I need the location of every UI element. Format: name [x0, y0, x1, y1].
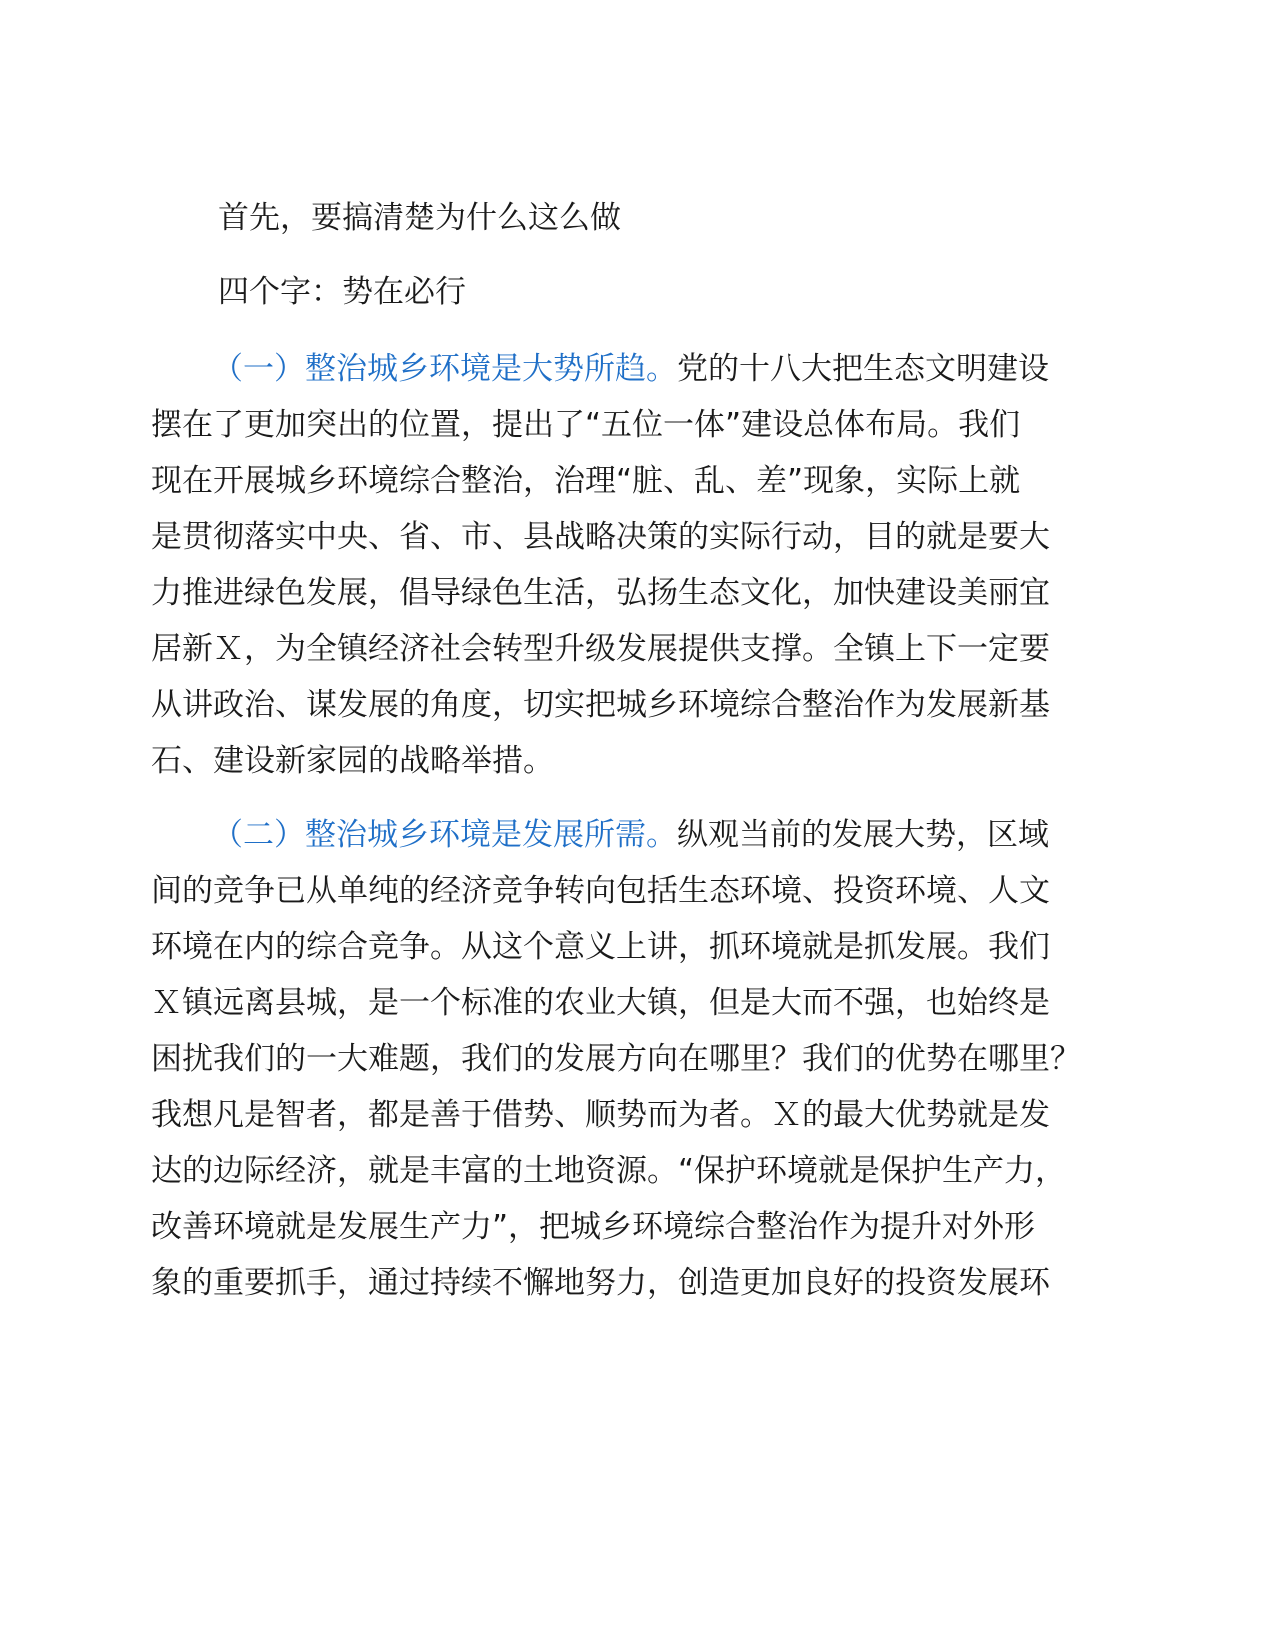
- section1-line-3: 是贯彻落实中央、省、市、县战略决策的实际行动，目的就是要大: [151, 519, 1050, 555]
- intro-line-1: 首先，要搞清楚为什么这么做: [218, 200, 621, 236]
- section1-heading: （一）整治城乡环境是大势所趋。: [212, 351, 677, 387]
- section2-line-0: 纵观当前的发展大势，区域: [677, 817, 1049, 853]
- section1-line-7: 石、建设新家园的战略举措。: [151, 743, 554, 779]
- section2-first-line: [212, 815, 1049, 855]
- section1-line-5: 居新Ｘ，为全镇经济社会转型升级发展提供支撑。全镇上下一定要: [151, 631, 1050, 667]
- section2-line-5: 我想凡是智者，都是善于借势、顺势而为者。Ｘ的最大优势就是发: [151, 1097, 1050, 1133]
- section1-line-1: 摆在了更加突出的位置，提出了“五位一体”建设总体布局。我们: [151, 407, 1021, 443]
- section2-line-1: 间的竞争已从单纯的经济竞争转向包括生态环境、投资环境、人文: [151, 873, 1050, 909]
- section2-line-7: 改善环境就是发展生产力”，把城乡环境综合整治作为提升对外形: [151, 1209, 1036, 1245]
- section2-line-4: 困扰我们的一大难题，我们的发展方向在哪里？我们的优势在哪里？: [151, 1041, 1081, 1077]
- section2-line-6: 达的边际经济，就是丰富的土地资源。“保护环境就是保护生产力，: [151, 1153, 1067, 1189]
- section2-line-2: 环境在内的综合竞争。从这个意义上讲，抓环境就是抓发展。我们: [151, 929, 1050, 965]
- intro-line-2: 四个字：势在必行: [218, 274, 466, 310]
- section1-line-4: 力推进绿色发展，倡导绿色生活，弘扬生态文化，加快建设美丽宜: [151, 575, 1050, 611]
- section2-line-8: 象的重要抓手，通过持续不懈地努力，创造更加良好的投资发展环: [151, 1265, 1050, 1301]
- section1-first-line: [212, 349, 1049, 389]
- section2-line-3: Ｘ镇远离县城，是一个标准的农业大镇，但是大而不强，也始终是: [151, 985, 1050, 1021]
- section2-heading: （二）整治城乡环境是发展所需。: [212, 817, 677, 853]
- section1-line-2: 现在开展城乡环境综合整治，治理“脏、乱、差”现象，实际上就: [151, 463, 1021, 499]
- section1-line-0: 党的十八大把生态文明建设: [677, 351, 1049, 387]
- section1-line-6: 从讲政治、谋发展的角度，切实把城乡环境综合整治作为发展新基: [151, 687, 1050, 723]
